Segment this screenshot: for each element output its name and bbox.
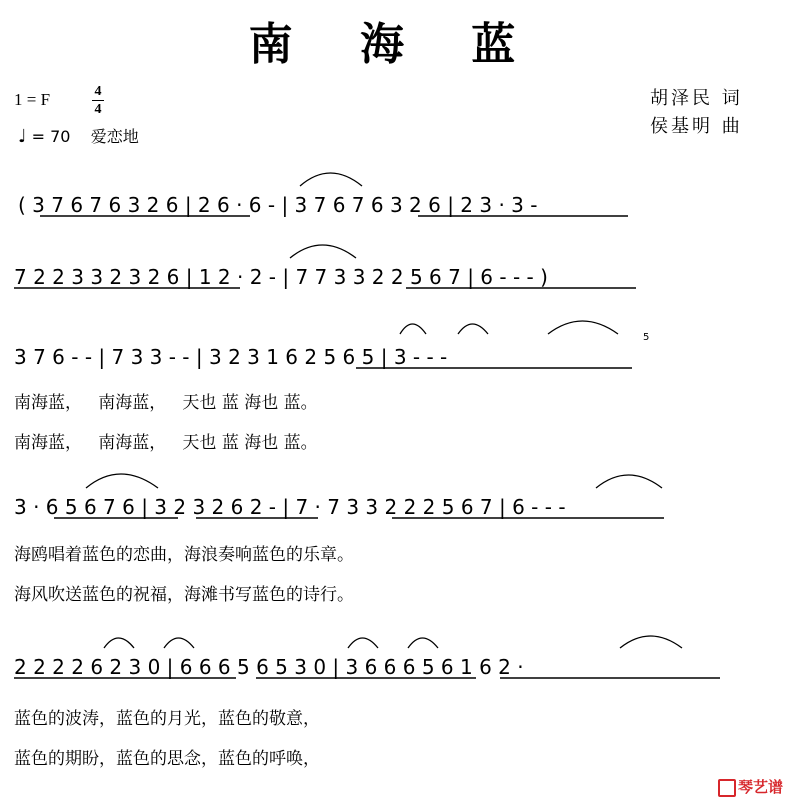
composer-credit: 侯基明 曲 xyxy=(650,116,743,137)
time-signature-bottom: 4 xyxy=(94,102,102,117)
grace-note: 5 xyxy=(643,332,650,343)
tempo-expression: 爱恋地 xyxy=(90,127,139,146)
song-title: 南 海 蓝 xyxy=(248,19,542,70)
system-3-verse-2: 南海蓝， 南海蓝， 天也 蓝 海也 蓝。 xyxy=(14,433,318,453)
system-5-verse-1: 蓝色的波涛，蓝色的月光，蓝色的敬意， xyxy=(14,709,320,729)
system-2-notes: 7 2 2 3 3 2 3 2 6 | 1 2 · 2 - | 7 7 3 3 2 2 5 6 7 | 6 - - - ) xyxy=(14,265,548,289)
quarter-note-icon: ♩ xyxy=(18,126,27,147)
system-5-verse-2: 蓝色的期盼，蓝色的思念，蓝色的呼唤， xyxy=(14,749,320,769)
key-signature: 1 = F xyxy=(14,90,51,109)
tempo-value: = 70 xyxy=(31,127,71,146)
watermark xyxy=(718,776,783,797)
system-4-verse-2: 海风吹送蓝色的祝福，海滩书写蓝色的诗行。 xyxy=(14,585,354,605)
system-4-notes: 3 · 6 5 6 7 6 | 3 2 3 2 6 2 - | 7 · 7 3 3 2 2 2 5 6 7 | 6 - - - xyxy=(14,495,566,519)
qinyipu-logo-icon xyxy=(718,779,736,797)
system-1-notes: ( 3 7 6 7 6 3 2 6 | 2 6 · 6 - | 3 7 6 7 6 3 2 6 | 2 3 · 3 - xyxy=(18,193,538,217)
watermark-text: 琴艺谱 xyxy=(738,778,784,796)
system-4-verse-1: 海鸥唱着蓝色的恋曲，海浪奏响蓝色的乐章。 xyxy=(14,545,354,565)
lyricist-credit: 胡泽民 词 xyxy=(650,88,743,109)
system-3-notes: 3 7 6 - - | 7 3 3 - - | 3 2 3 1 6 2 5 6 5 | 3 - - - xyxy=(14,345,448,369)
system-3-verse-1: 南海蓝， 南海蓝， 天也 蓝 海也 蓝。 xyxy=(14,393,318,413)
system-5-notes: 2 2 2 2 6 2 3 0 | 6 6 6 5 6 5 3 0 | 3 6 6 6 5 6 1 6 2 · xyxy=(14,655,524,679)
time-signature-top: 4 xyxy=(94,84,102,99)
